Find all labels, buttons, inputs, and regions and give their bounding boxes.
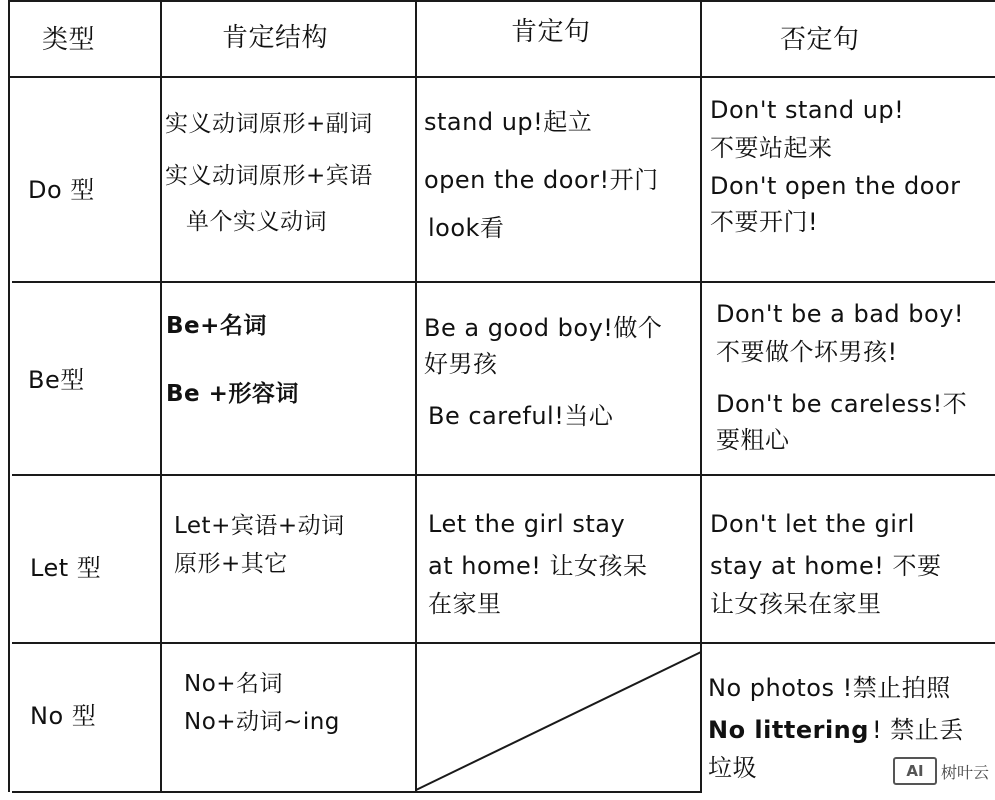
negative-line: 不要开门!	[710, 208, 819, 236]
watermark	[893, 756, 989, 786]
header-affirmative-sentence: 肯定句	[511, 17, 591, 47]
watermark-text: 树叶云	[941, 762, 990, 782]
row-type-label: Let 型	[30, 554, 102, 582]
negative-line: Don't be a bad boy!	[716, 300, 965, 328]
negative-line: stay at home! 不要	[710, 552, 942, 580]
row-type-label: Do 型	[28, 176, 95, 204]
structure-line: 单个实义动词	[186, 209, 327, 235]
affirmative-line: Let the girl stay	[428, 510, 626, 538]
negative-line: 垃圾	[708, 754, 757, 782]
header-negative-sentence: 否定句	[780, 25, 860, 55]
structure-line: 实义动词原形+宾语	[165, 163, 373, 189]
negative-line: 不要做个坏男孩!	[716, 338, 898, 366]
affirmative-line: Be careful!当心	[428, 402, 614, 430]
negative-line: 不要站起来	[710, 134, 833, 162]
structure-line: No+名词	[184, 671, 284, 697]
row-type-label: No 型	[30, 702, 97, 730]
affirmative-line: Be a good boy!做个	[424, 314, 663, 342]
negative-line: ! 禁止丢	[872, 716, 964, 744]
negative-line: Don't let the girl	[710, 510, 915, 538]
header-type: 类型	[42, 25, 96, 55]
structure-line: Let+宾语+动词	[174, 513, 345, 539]
row-type-label: Be型	[28, 366, 85, 394]
structure-line: 实义动词原形+副词	[165, 111, 373, 137]
structure-line: 原形+其它	[174, 551, 288, 577]
affirmative-line: open the door!开门	[424, 166, 659, 194]
negative-line: 让女孩呆在家里	[710, 590, 882, 618]
negative-line: Don't be careless!不	[716, 390, 968, 418]
negative-line: No photos !禁止拍照	[708, 674, 951, 702]
negative-line: 要粗心	[716, 426, 790, 454]
affirmative-line: stand up!起立	[424, 108, 593, 136]
affirmative-line: at home! 让女孩呆	[428, 552, 648, 580]
affirmative-line: look看	[428, 214, 505, 242]
watermark-logo-icon: AI	[893, 757, 937, 785]
structure-line: No+动词~ing	[184, 709, 340, 735]
negative-line: Don't stand up!	[710, 96, 905, 124]
negative-line: No littering	[708, 716, 869, 744]
header-affirmative-structure: 肯定结构	[222, 23, 329, 53]
affirmative-line: 在家里	[428, 590, 502, 618]
structure-line: Be +形容词	[166, 381, 299, 407]
structure-line: Be+名词	[166, 313, 267, 339]
affirmative-line: 好男孩	[424, 350, 498, 378]
negative-line: Don't open the door	[710, 172, 961, 200]
